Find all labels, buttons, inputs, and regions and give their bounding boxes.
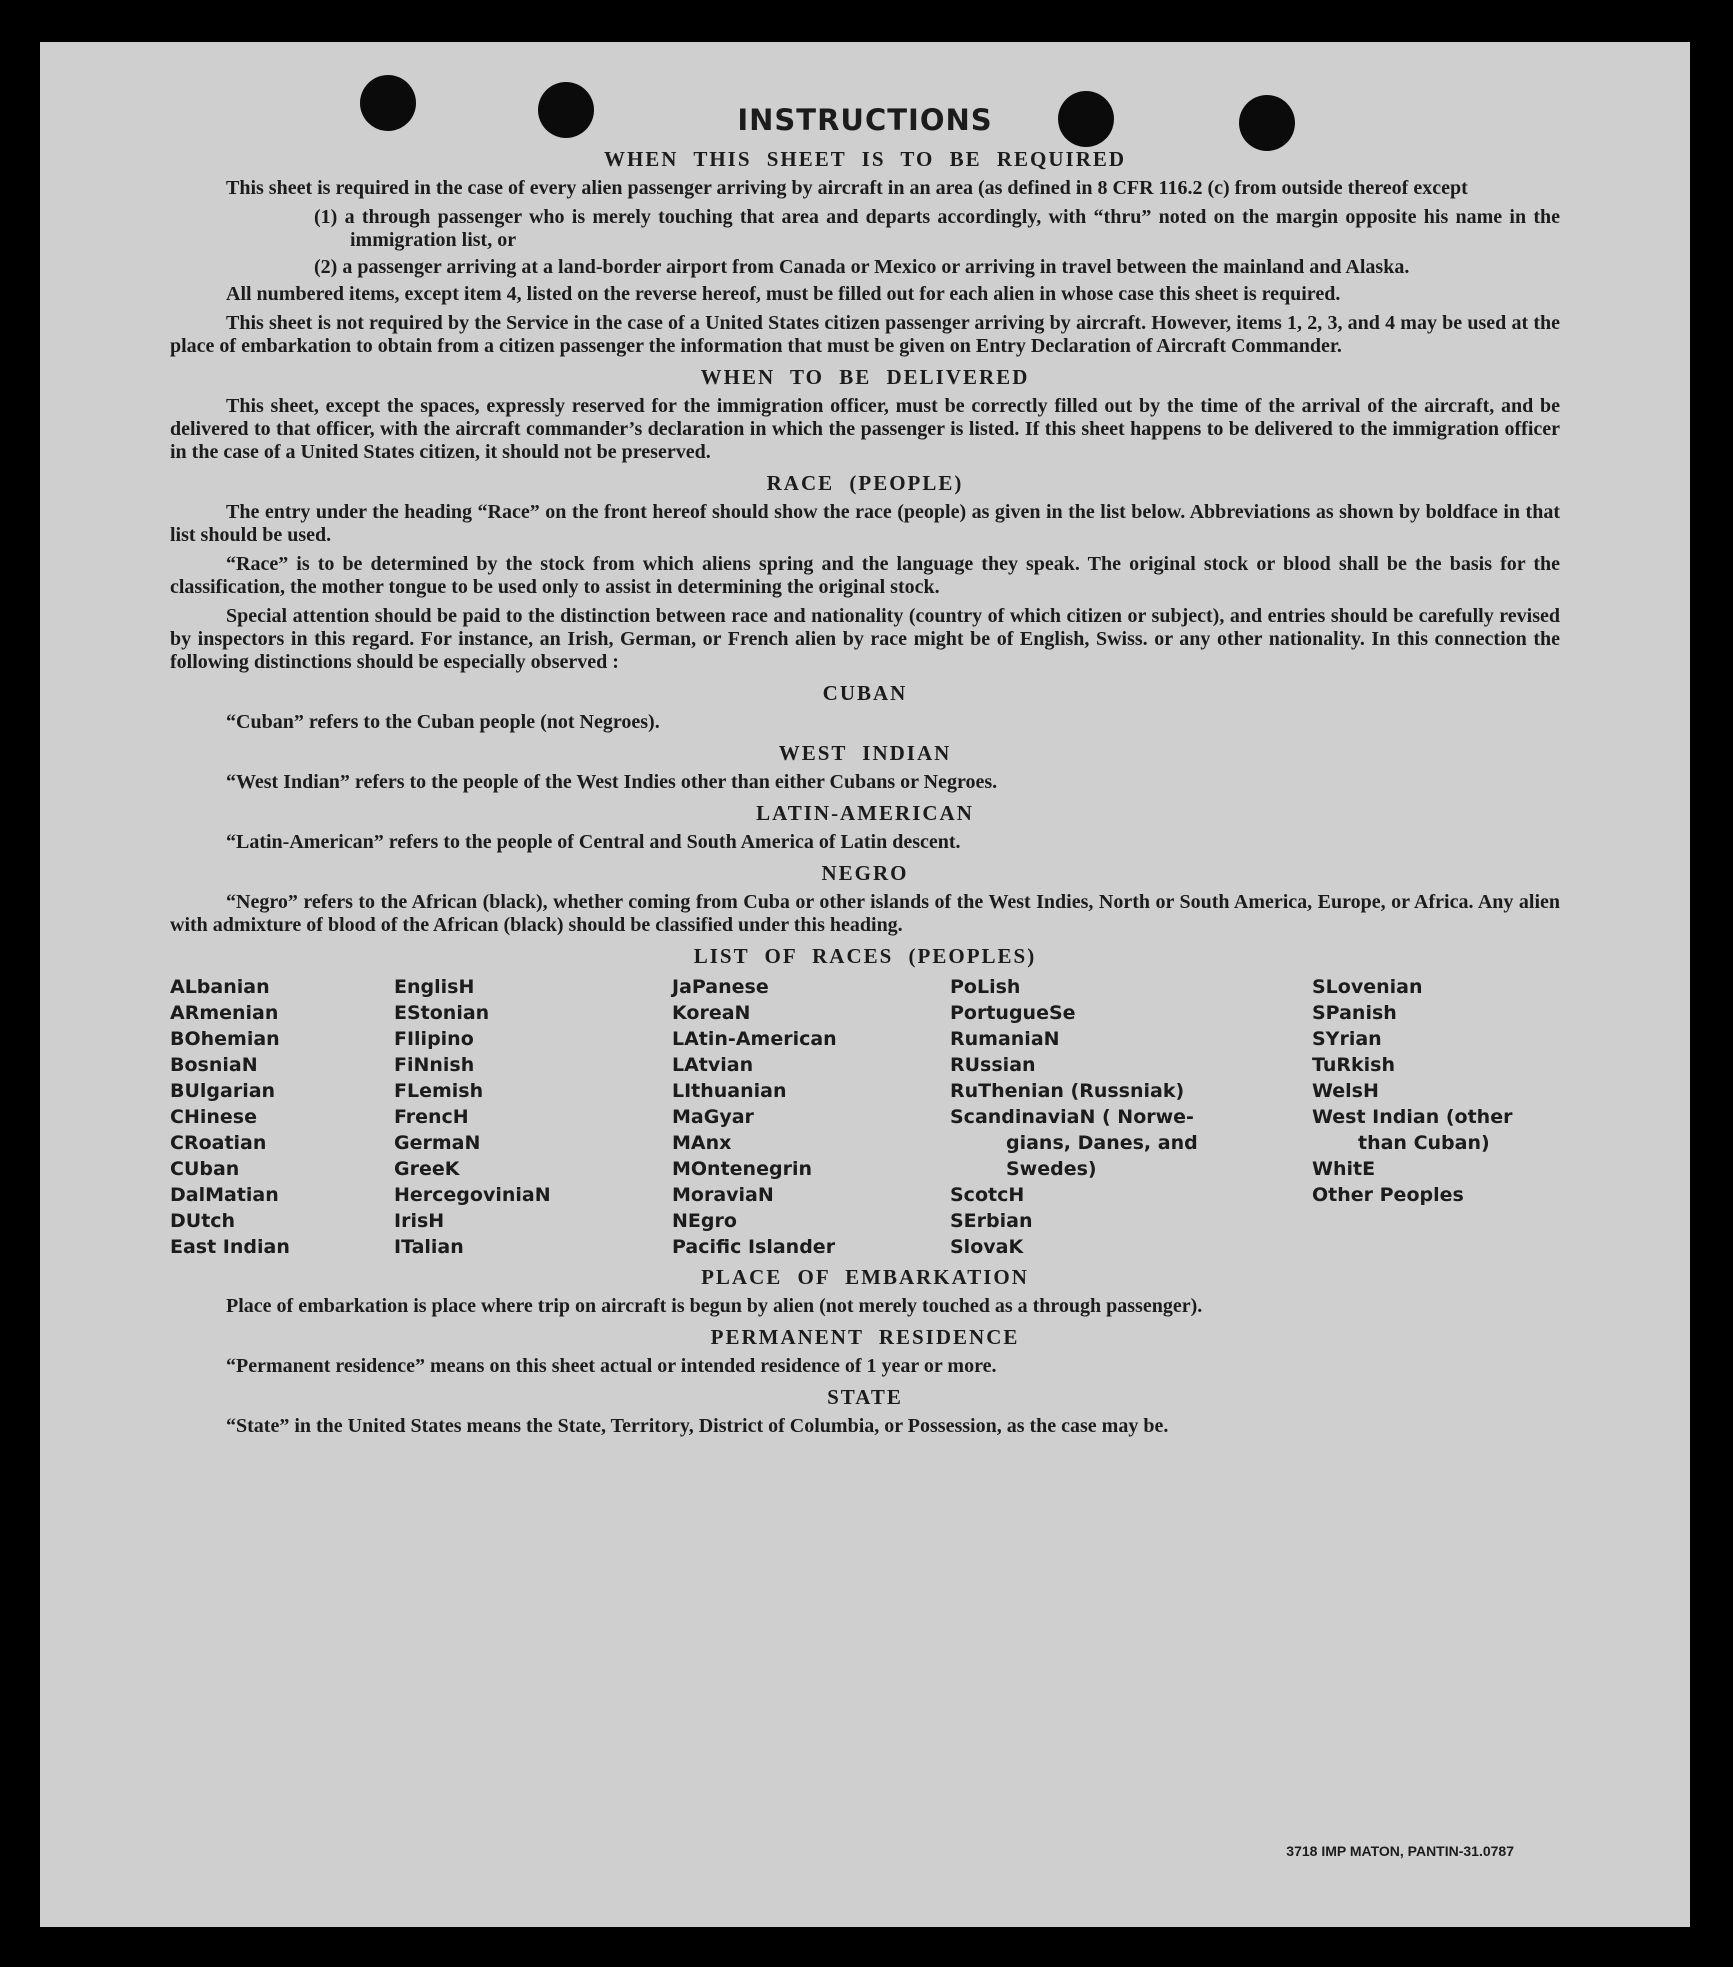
paragraph: This sheet is required in the case of every alien passenger arriving by aircraft in an area (as defined in 8 CFR 116.2 (c) from outside thereof except xyxy=(226,177,1468,199)
race-entry: ARmenian xyxy=(170,1002,279,1024)
definition: “Permanent residence” means on this sheet actual or intended residence of 1 year or more. xyxy=(226,1355,997,1377)
section-heading-negro: NEGRO xyxy=(821,861,909,885)
race-entry: MoraviaN xyxy=(672,1184,774,1206)
race-entry: FiNnish xyxy=(394,1054,475,1076)
race-entry-continuation: gians, Danes, and xyxy=(1006,1132,1198,1154)
section-heading-required: WHEN THIS SHEET IS TO BE REQUIRED xyxy=(603,147,1127,171)
race-entry: DalMatian xyxy=(170,1184,279,1206)
race-entry: CHinese xyxy=(170,1106,257,1128)
race-entry: Other Peoples xyxy=(1312,1184,1464,1206)
race-entry: TuRkish xyxy=(1312,1054,1396,1076)
races-column xyxy=(672,974,950,1260)
race-entry: EnglisH xyxy=(394,976,475,998)
race-entry: East Indian xyxy=(170,1236,290,1258)
race-entry: KoreaN xyxy=(672,1002,751,1024)
race-entry: JaPanese xyxy=(672,976,769,998)
race-entry-continuation: Swedes) xyxy=(1006,1158,1097,1180)
races-column xyxy=(950,974,1312,1260)
instructions-content xyxy=(170,102,1560,1444)
race-entry-continuation: than Cuban) xyxy=(1358,1132,1490,1154)
race-entry: RuThenian (Russniak) xyxy=(950,1080,1185,1102)
race-entry: SlovaK xyxy=(950,1236,1024,1258)
race-entry: RumaniaN xyxy=(950,1028,1060,1050)
races-column xyxy=(1312,974,1560,1260)
section-heading-state: STATE xyxy=(827,1385,903,1409)
paragraph: All numbered items, except item 4, listed on the reverse hereof, must be filled out for each alien in whose case this sheet is required. xyxy=(226,283,1341,305)
paragraph: Special attention should be paid to the distinction between race and nationality (country of which citizen or subject), and entries should be carefully revised by inspectors in this regard. For instance, an Irish, German, or French alien by race might be of English, Swiss. or any other nationality. In this connection the following distinctions should be especially observed : xyxy=(170,605,1560,673)
race-entry: Pacific Islander xyxy=(672,1236,836,1258)
race-entry: HercegoviniaN xyxy=(394,1184,551,1206)
race-entry: ALbanian xyxy=(170,976,270,998)
page-title: INSTRUCTIONS xyxy=(737,103,993,137)
section-heading-latin-american: LATIN-AMERICAN xyxy=(756,801,974,825)
race-entry: MaGyar xyxy=(672,1106,754,1128)
race-entry: WelsH xyxy=(1312,1080,1379,1102)
race-entry: MAnx xyxy=(672,1132,732,1154)
race-entry: MOntenegrin xyxy=(672,1158,812,1180)
exception-item: (1) a through passenger who is merely touching that area and departs accordingly, with “thru” noted on the margin opposite his name in the immigration list, or xyxy=(314,206,1560,251)
definition: “State” in the United States means the State, Territory, District of Columbia, or Possession, as the case may be. xyxy=(226,1415,1169,1437)
race-entry: ITalian xyxy=(394,1236,464,1258)
race-entry: BosniaN xyxy=(170,1054,258,1076)
race-entry: SYrian xyxy=(1312,1028,1382,1050)
paragraph: This sheet, except the spaces, expressly reserved for the immigration officer, must be correctly filled out by the time of the arrival of the aircraft, and be delivered to that officer, with the aircraft commander’s declaration in which the passenger is listed. If this sheet happens to be delivered to the immigration officer in the case of a United States citizen, it should not be preserved. xyxy=(170,395,1560,463)
races-list xyxy=(170,974,1560,1260)
paragraph: “Race” is to be determined by the stock from which aliens spring and the language they speak. The original stock or blood shall be the basis for the classification, the mother tongue to be used only to assist in determining the original stock. xyxy=(170,553,1560,598)
race-entry: NEgro xyxy=(672,1210,737,1232)
paragraph: The entry under the heading “Race” on the front hereof should show the race (people) as given in the list below. Abbreviations as shown by boldface in that list should be used. xyxy=(170,501,1560,546)
race-entry: CUban xyxy=(170,1158,240,1180)
races-column xyxy=(394,974,672,1260)
section-heading-list-of-races: LIST OF RACES (PEOPLES) xyxy=(693,944,1037,968)
section-heading-cuban: CUBAN xyxy=(822,681,908,705)
race-entry: EStonian xyxy=(394,1002,490,1024)
race-entry: FrencH xyxy=(394,1106,469,1128)
definition: “West Indian” refers to the people of the West Indies other than either Cubans or Negroes. xyxy=(226,771,998,793)
paragraph: This sheet is not required by the Service in the case of a United States citizen passenger arriving by aircraft. However, items 1, 2, 3, and 4 may be used at the place of embarkation to obtain from a citizen passenger the information that must be given on Entry Declaration of Aircraft Commander. xyxy=(170,312,1560,357)
section-heading-residence: PERMANENT RESIDENCE xyxy=(710,1325,1020,1349)
section-heading-embarkation: PLACE OF EMBARKATION xyxy=(701,1265,1029,1289)
race-entry: CRoatian xyxy=(170,1132,267,1154)
definition: “Cuban” refers to the Cuban people (not Negroes). xyxy=(226,711,660,733)
section-heading-race: RACE (PEOPLE) xyxy=(766,471,964,495)
definition: “Latin-American” refers to the people of Central and South America of Latin descent. xyxy=(226,831,961,853)
race-entry: LAtin-American xyxy=(672,1028,837,1050)
race-entry: BOhemian xyxy=(170,1028,280,1050)
race-entry: SLovenian xyxy=(1312,976,1423,998)
race-entry: DUtch xyxy=(170,1210,236,1232)
race-entry: RUssian xyxy=(950,1054,1036,1076)
race-entry: ScandinaviaN ( Norwe- xyxy=(950,1106,1194,1128)
race-entry: LIthuanian xyxy=(672,1080,787,1102)
definition: “Negro” refers to the African (black), whether coming from Cuba or other islands of the West Indies, North or South America, Europe, or Africa. Any alien with admixture of blood of the African (black) should be classified under this heading. xyxy=(170,891,1560,936)
section-heading-west-indian: WEST INDIAN xyxy=(778,741,952,765)
race-entry: FLemish xyxy=(394,1080,484,1102)
race-entry: BUlgarian xyxy=(170,1080,276,1102)
race-entry: LAtvian xyxy=(672,1054,754,1076)
form-number: 3718 IMP MATON, PANTIN-31.0787 xyxy=(1286,1843,1514,1859)
race-entry: PoLish xyxy=(950,976,1021,998)
races-column xyxy=(170,974,394,1260)
race-entry: ScotcH xyxy=(950,1184,1025,1206)
race-entry: PortugueSe xyxy=(950,1002,1076,1024)
race-entry: FIlipino xyxy=(394,1028,474,1050)
exception-item: (2) a passenger arriving at a land-border airport from Canada or Mexico or arriving in travel between the mainland and Alaska. xyxy=(314,256,1410,278)
race-entry: GermaN xyxy=(394,1132,481,1154)
race-entry: SErbian xyxy=(950,1210,1033,1232)
race-entry: IrisH xyxy=(394,1210,445,1232)
section-heading-delivered: WHEN TO BE DELIVERED xyxy=(700,365,1030,389)
race-entry: WhitE xyxy=(1312,1158,1376,1180)
race-entry: West Indian (other xyxy=(1312,1106,1513,1128)
race-entry: GreeK xyxy=(394,1158,460,1180)
definition: Place of embarkation is place where trip on aircraft is begun by alien (not merely touched as a through passenger). xyxy=(226,1295,1203,1317)
document-page xyxy=(40,42,1690,1927)
race-entry: SPanish xyxy=(1312,1002,1397,1024)
